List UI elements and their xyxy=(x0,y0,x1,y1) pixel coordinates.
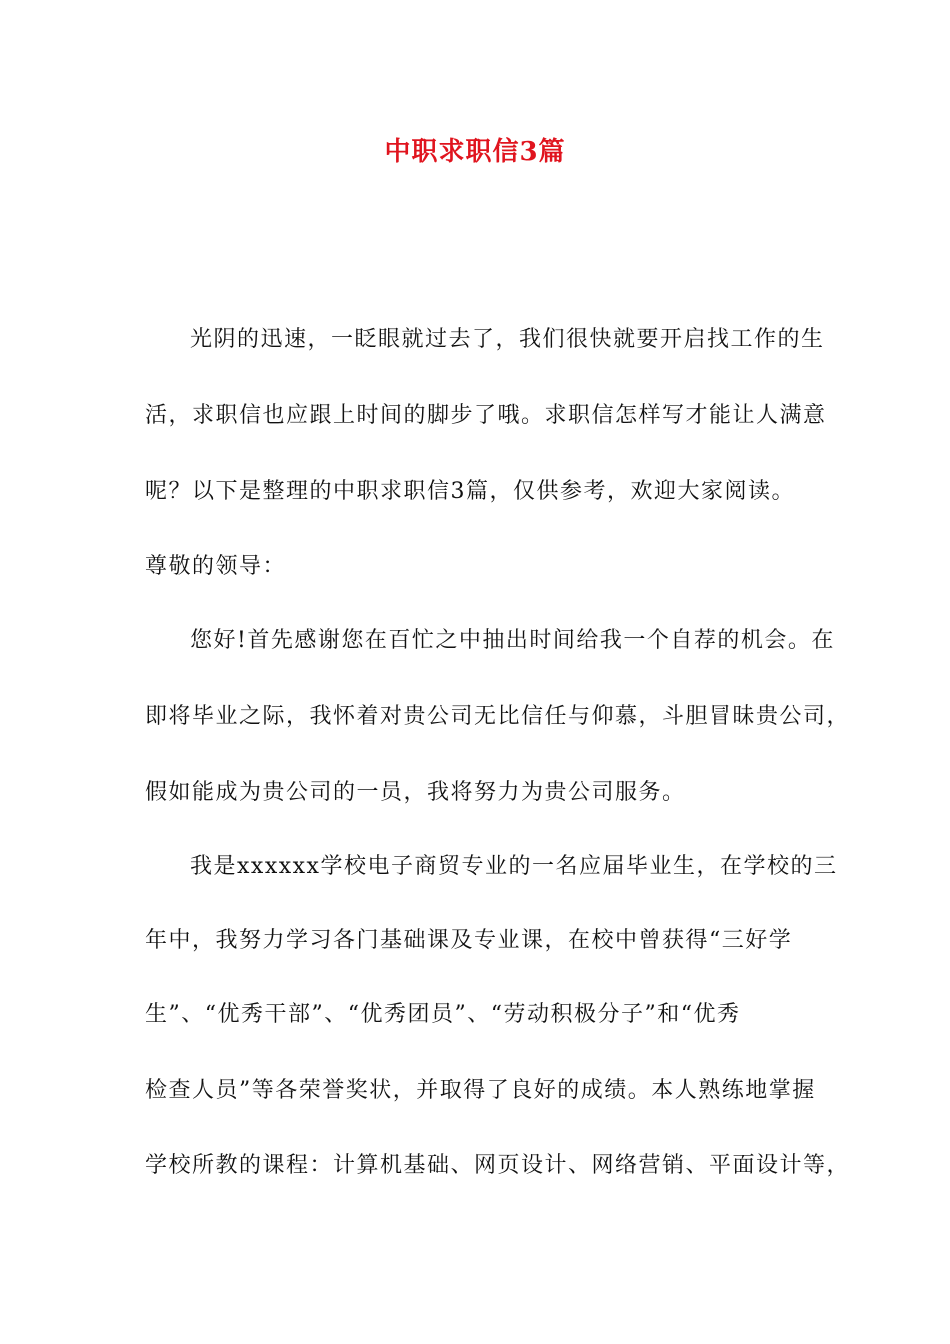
paragraph-line: 活，求职信也应跟上时间的脚步了哦。求职信怎样写才能让人满意 xyxy=(145,403,827,428)
salutation: 尊敬的领导： xyxy=(145,554,287,579)
paragraph-line: 即将毕业之际，我怀着对贵公司无比信任与仰慕，斗胆冒昧贵公司， xyxy=(145,704,851,729)
paragraph-line: 生”、“优秀干部”、“优秀团员”、“劳动积极分子”和“优秀 xyxy=(145,1002,741,1027)
document-title: 中职求职信3篇 xyxy=(384,137,566,167)
paragraph-line: 呢？以下是整理的中职求职信3篇，仅供参考，欢迎大家阅读。 xyxy=(145,479,795,504)
paragraph-line: 光阴的迅速，一眨眼就过去了，我们很快就要开启找工作的生 xyxy=(190,327,825,352)
paragraph-line: 我是xxxxxx学校电子商贸专业的一名应届毕业生，在学校的三 xyxy=(190,854,838,879)
paragraph-line: 您好!首先感谢您在百忙之中抽出时间给我一个自荐的机会。在 xyxy=(190,628,835,653)
paragraph-line: 假如能成为贵公司的一员，我将努力为贵公司服务。 xyxy=(145,780,686,805)
paragraph-line: 年中，我努力学习各门基础课及专业课，在校中曾获得“三好学 xyxy=(145,928,793,953)
paragraph-line: 检查人员”等各荣誉奖状，并取得了良好的成绩。本人熟练地掌握 xyxy=(145,1078,816,1103)
paragraph-line: 学校所教的课程：计算机基础、网页设计、网络营销、平面设计等， xyxy=(145,1153,851,1178)
